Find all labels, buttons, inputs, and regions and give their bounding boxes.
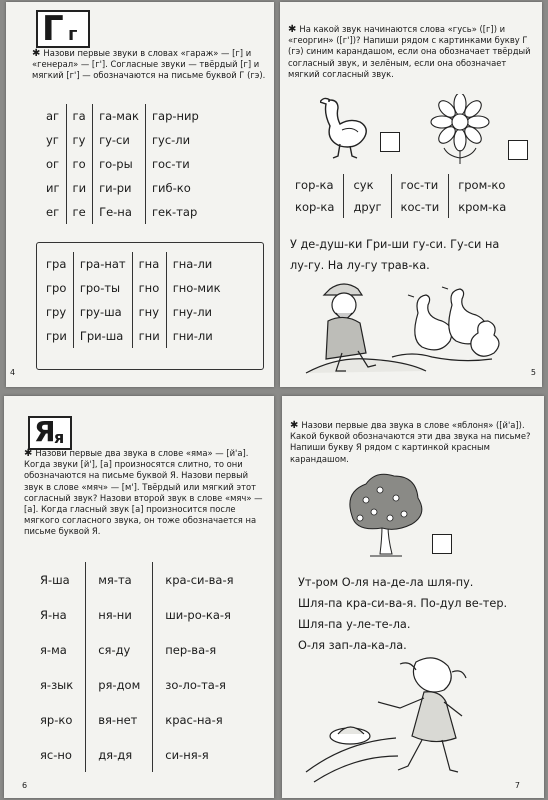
word-cell: гром-ко [449, 174, 516, 196]
syllable-cell: гус-ли [145, 128, 204, 152]
syllable-cell: ге [66, 200, 93, 224]
answer-box-goose[interactable] [380, 132, 400, 152]
syllable-cell: ня-ни [86, 597, 153, 632]
syllable-cell: го-ры [93, 152, 146, 176]
syllable-cell: уг [46, 133, 59, 147]
syllable-cell: гри [46, 329, 67, 343]
page-7 [282, 396, 544, 798]
answer-box-tree[interactable] [432, 534, 452, 554]
syllable-row [40, 128, 205, 152]
syllable-cell: ши-ро-ка-я [153, 597, 246, 632]
syllable-cell: яр-ко [40, 712, 73, 727]
syllable-cell: гу-си [93, 128, 146, 152]
page-number: 7 [514, 781, 520, 790]
syllable-cell: я-ма [40, 642, 67, 657]
syllable-row [40, 176, 205, 200]
syllable-cell: зо-ло-та-я [153, 667, 246, 702]
instruction-text: ✱ Назови первые два звука в слове «яблоня» ([й'а]). Какой буквой обозначаются эти два звука на письме? Напиши букву Я рядом с картинкой красным карандашом. [290, 420, 531, 464]
star-icon: ✱ [24, 448, 33, 459]
word-cell: сук [344, 174, 391, 196]
syllable-cell: гос-ти [145, 152, 204, 176]
syllable-row [40, 252, 227, 276]
syllable-cell: иг [46, 181, 60, 195]
syllable-cell: дя-дя [86, 737, 153, 772]
page-4 [6, 2, 274, 387]
syllable-cell: га [66, 104, 93, 128]
syllable-cell: Я-ша [40, 572, 70, 587]
syllable-cell: гра-нат [73, 252, 132, 276]
syllable-cell: гна [132, 252, 166, 276]
syllable-cell: вя-нет [86, 702, 153, 737]
syllable-cell: кра-си-ва-я [153, 562, 246, 597]
syllable-row [40, 324, 227, 348]
syllable-row [40, 300, 227, 324]
syllable-cell: гни [132, 324, 166, 348]
syllable-cell: гро-ты [73, 276, 132, 300]
syllable-cell: гра [46, 257, 67, 271]
syllable-cell: ог [46, 157, 60, 171]
syllable-cell: аг [46, 109, 60, 123]
letter-lower: г [68, 24, 78, 45]
reading-line-1: У де-душ-ки Гри-ши гу-си. Гу-си на [290, 238, 500, 251]
syllable-row [40, 200, 205, 224]
syllable-cell: гек-тар [145, 200, 204, 224]
syllable-row [40, 276, 227, 300]
syllable-cell: Я-на [40, 607, 67, 622]
syllable-cell: гно-мик [166, 276, 226, 300]
syllable-cell: гу [66, 128, 93, 152]
word-cell: кор-ка [295, 200, 335, 214]
goose-illustration [320, 94, 368, 160]
letter-lower: я [54, 428, 65, 447]
word-table [286, 174, 515, 218]
word-cell: гос-ти [391, 174, 449, 196]
syllable-table-1 [40, 104, 205, 224]
girl-chasing-hat-illustration [304, 652, 504, 788]
instruction-text: ✱ Назови первые звуки в словах «гараж» — [г] и «генерал» — [г']. Согласные звуки — твёрдый [г] и мягкий [г'] — обозначаются на письме буквой Г (гэ). [32, 48, 266, 81]
syllable-row [28, 562, 246, 597]
page-5 [280, 2, 542, 387]
syllable-row [28, 632, 246, 667]
grandpa-geese-illustration [302, 277, 522, 381]
word-row [286, 174, 515, 196]
syllable-cell: ря-дом [86, 667, 153, 702]
syllable-cell: си-ня-я [153, 737, 246, 772]
reading-line-4: О-ля зап-ла-ка-ла. [298, 639, 407, 652]
word-cell: кос-ти [391, 196, 449, 218]
syllable-cell: ги [66, 176, 93, 200]
page-number: 4 [10, 368, 16, 377]
syllable-cell: гну-ли [166, 300, 226, 324]
syllable-row [28, 667, 246, 702]
word-cell: гор-ка [295, 178, 334, 192]
reading-passage [290, 234, 536, 276]
syllable-cell: Гри-ша [73, 324, 132, 348]
syllable-row [40, 104, 205, 128]
syllable-cell: Ге-на [93, 200, 146, 224]
letter-upper: Г [42, 9, 64, 49]
syllable-cell: га-мак [93, 104, 146, 128]
syllable-row [28, 597, 246, 632]
syllable-cell: пер-ва-я [153, 632, 246, 667]
syllable-cell: ся-ду [86, 632, 153, 667]
apple-tree-illustration [346, 472, 424, 558]
letter-upper: Я [34, 415, 56, 448]
syllable-cell: гру-ша [73, 300, 132, 324]
reading-line-2: лу-гу. На лу-гу трав-ка. [290, 259, 430, 272]
syllable-row [28, 702, 246, 737]
syllable-row [40, 152, 205, 176]
instruction-text: ✱ На какой звук начинаются слова «гусь» ([г]) и «георгин» ([г'])? Напиши рядом с картинками букву Г (гэ) синим карандашом, если она обозначает твёрдый согласный звук, и зелёным, если она обозначает мягкий согласный звук. [288, 24, 531, 79]
syllable-cell: гар-нир [145, 104, 204, 128]
answer-box-dahlia[interactable] [508, 140, 528, 160]
reading-line-3: Шля-па у-ле-те-ла. [298, 618, 411, 631]
letter-header-g [36, 10, 90, 48]
syllable-cell: гни-ли [166, 324, 226, 348]
syllable-cell: гро [46, 281, 67, 295]
star-icon: ✱ [290, 420, 299, 431]
page-number: 6 [22, 781, 28, 790]
syllable-cell: гиб-ко [145, 176, 204, 200]
reading-line-2: Шля-па кра-си-ва-я. По-дул ве-тер. [298, 597, 508, 610]
syllable-cell: ги-ри [93, 176, 146, 200]
syllable-cell: гру [46, 305, 67, 319]
word-row [286, 196, 515, 218]
syllable-cell: гна-ли [166, 252, 226, 276]
dahlia-flower-illustration [430, 94, 492, 166]
syllable-cell: крас-на-я [153, 702, 246, 737]
instruction-text: ✱ Назови первые два звука в слове «яма» — [й'а]. Когда звуки [й'], [а] произносятся слитно, то они обозначаются на письме буквой Я. Назови первый звук в слове «мяч» — [м']. Твёрдый или мягкий этот согласный звук? Назови второй звук в слове «мяч» — [а]. Когда гласный звук [а] произносится после мягкого согласного звука, он тоже обозначается на письме буквой Я. [24, 448, 263, 537]
syllable-cell: ег [46, 205, 60, 219]
page-6 [4, 396, 274, 798]
syllable-cell: яс-но [40, 747, 72, 762]
star-icon: ✱ [32, 48, 41, 59]
page-number: 5 [530, 368, 536, 377]
syllable-row [28, 737, 246, 772]
star-icon: ✱ [288, 24, 297, 35]
syllable-cell: мя-та [86, 562, 153, 597]
syllable-cell: я-зык [40, 677, 74, 692]
reading-passage [298, 572, 538, 656]
letter-header-ya [28, 416, 72, 450]
word-cell: друг [344, 196, 391, 218]
syllable-cell: гно [132, 276, 166, 300]
syllable-table [28, 562, 246, 772]
syllable-cell: гну [132, 300, 166, 324]
syllable-table-2 [40, 252, 227, 348]
word-cell: кром-ка [449, 196, 516, 218]
reading-line-1: Ут-ром О-ля на-де-ла шля-пу. [298, 576, 474, 589]
syllable-cell: го [66, 152, 93, 176]
